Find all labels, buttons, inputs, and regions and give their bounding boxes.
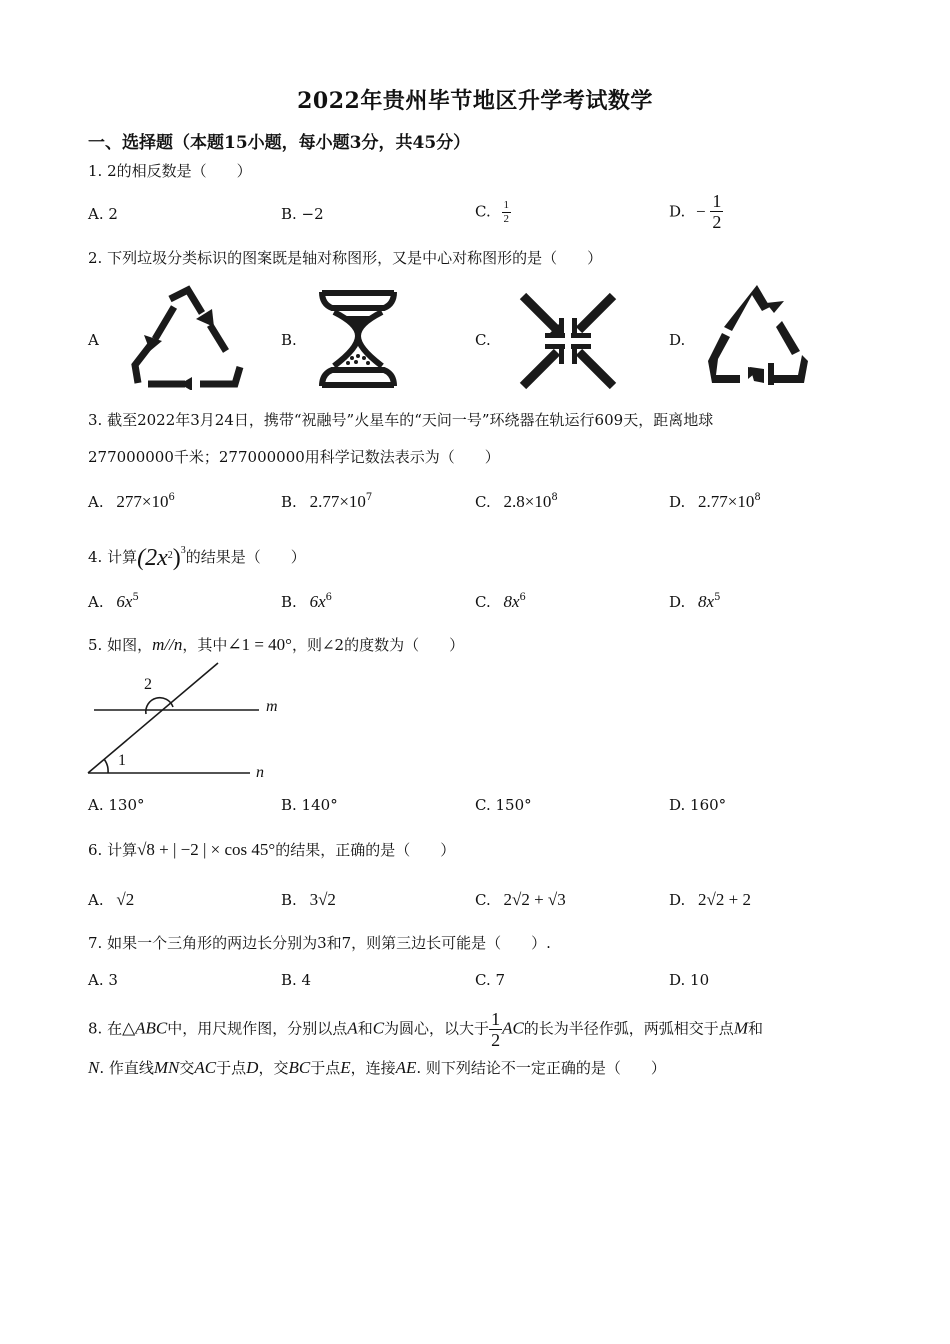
q1-option-c-label: C. bbox=[475, 202, 491, 221]
q4-option-c-label: C. bbox=[475, 593, 491, 611]
question-8-stem-line1 bbox=[88, 1010, 763, 1049]
question-3-stem-line1: 3. 截至2022年3月24日，携带“祝融号”火星车的“天问一号”环绕器在轨运行609天，距离地球 bbox=[88, 411, 714, 429]
q5-option-c: C. 150° bbox=[475, 796, 532, 814]
q6-option-b bbox=[281, 890, 336, 910]
q8-text-g: 交 bbox=[179, 1059, 195, 1077]
q6-option-d-value: 2√2 + 2 bbox=[698, 890, 751, 909]
q4-option-c-term: 8x bbox=[503, 592, 520, 611]
q6-option-d bbox=[669, 890, 751, 910]
q4-option-b-exponent: 6 bbox=[325, 592, 332, 603]
q8-point-a: A bbox=[347, 1018, 358, 1038]
q4-close-paren: ) bbox=[172, 545, 181, 571]
q8-text-i: ，交 bbox=[258, 1059, 289, 1077]
q4-option-b-term: 6x bbox=[309, 592, 326, 611]
q8-text-e: 和 bbox=[747, 1019, 763, 1038]
q3-option-c-exponent: 8 bbox=[551, 492, 558, 503]
recycle-triangle-open-icon bbox=[704, 283, 810, 395]
fraction-denominator: 2 bbox=[503, 213, 509, 225]
question-2-stem: 2. 下列垃圾分类标识的图案既是轴对称图形，又是中心对称图形的是（ ） bbox=[88, 249, 603, 267]
q3-option-a-exponent: 6 bbox=[168, 492, 175, 503]
four-arrows-inward-icon bbox=[519, 292, 617, 390]
question-8-stem-line2 bbox=[88, 1057, 666, 1079]
q6-option-c-label: C. bbox=[475, 891, 491, 909]
q3-option-b-base: 2.77×10 bbox=[309, 492, 366, 511]
q4-option-d bbox=[669, 592, 720, 612]
q1-option-c bbox=[475, 200, 511, 225]
q6-stem-prefix: 6. 计算 bbox=[88, 841, 138, 859]
q4-stem-prefix: 4. 计算 bbox=[88, 548, 138, 566]
q8-half-fraction bbox=[489, 1010, 502, 1049]
q1-option-d-fraction bbox=[710, 192, 723, 231]
q8-segment-bc: BC bbox=[288, 1058, 311, 1077]
q4-stem-suffix: 的结果是（ ） bbox=[185, 548, 306, 566]
q6-option-c-value: 2√2 + √3 bbox=[503, 890, 566, 909]
q6-option-a-value: √2 bbox=[116, 890, 135, 909]
q6-stem-suffix: 的结果，正确的是（ ） bbox=[275, 841, 456, 859]
fraction-denominator: 2 bbox=[491, 1030, 501, 1050]
q4-expression-base: (2x bbox=[137, 545, 168, 571]
q8-text-l: . 则下列结论不一定正确的是（ ） bbox=[416, 1059, 666, 1077]
fraction-numerator: 1 bbox=[491, 1009, 501, 1029]
q3-option-b bbox=[281, 492, 372, 512]
q4-option-d-term: 8x bbox=[698, 592, 715, 611]
q5-stem-middle: ，其中 bbox=[182, 636, 228, 654]
q1-option-d-label: D. bbox=[669, 202, 686, 221]
q5-option-b: B. 140° bbox=[281, 796, 338, 814]
q2-option-b-label: B. bbox=[281, 331, 297, 349]
figure-label-angle-1: 1 bbox=[118, 752, 126, 769]
q3-option-d-base: 2.77×10 bbox=[698, 492, 755, 511]
q3-option-b-label: B. bbox=[281, 493, 297, 511]
question-4-stem bbox=[88, 540, 306, 569]
q4-option-d-label: D. bbox=[669, 593, 686, 611]
q4-expression bbox=[137, 545, 186, 571]
q3-option-c-base: 2.8×10 bbox=[503, 492, 552, 511]
q3-option-d bbox=[669, 492, 761, 512]
q8-segment-ac: AC bbox=[502, 1018, 524, 1038]
q8-prefix: 8. 在 bbox=[88, 1019, 123, 1038]
section-heading: 一、选择题（本题15小题，每小题3分，共45分） bbox=[88, 133, 471, 153]
q6-option-a-label: A. bbox=[88, 891, 104, 909]
q3-option-c bbox=[475, 492, 558, 512]
q4-option-a-term: 6x bbox=[116, 592, 133, 611]
q8-text-a: 中，用尺规作图，分别以点 bbox=[167, 1019, 348, 1038]
q4-outer-exponent: 3 bbox=[180, 545, 186, 556]
q8-segment-ac-2: AC bbox=[194, 1058, 217, 1077]
q4-inner-exponent: 2 bbox=[167, 550, 173, 561]
q1-option-d bbox=[669, 192, 723, 231]
q6-option-b-label: B. bbox=[281, 891, 297, 909]
q8-text-c: 为圆心，以大于 bbox=[384, 1019, 490, 1038]
q7-option-b: B. 4 bbox=[281, 971, 312, 989]
question-6-stem bbox=[88, 839, 455, 861]
q6-expression: √8 + | −2 | × cos 45° bbox=[137, 840, 276, 859]
q5-parallel-expression: m//n bbox=[152, 635, 183, 654]
q3-option-b-exponent: 7 bbox=[365, 492, 373, 503]
q3-option-a-base: 277×10 bbox=[116, 492, 169, 511]
q8-point-n: N bbox=[88, 1058, 100, 1077]
q8-text-h: 于点 bbox=[216, 1059, 247, 1077]
q8-point-d: D bbox=[246, 1058, 259, 1077]
q7-option-a: A. 3 bbox=[88, 971, 118, 989]
fraction-numerator: 1 bbox=[712, 191, 722, 211]
q1-option-a: A. 2 bbox=[88, 205, 118, 223]
q3-option-a bbox=[88, 492, 175, 512]
q2-option-c-label: C. bbox=[475, 331, 491, 349]
q3-option-a-label: A. bbox=[88, 493, 104, 511]
question-1-stem: 1. 2的相反数是（ ） bbox=[88, 162, 252, 180]
q4-option-a-exponent: 5 bbox=[132, 592, 139, 603]
q8-text-k: ，连接 bbox=[350, 1059, 396, 1077]
q1-option-b: B. −2 bbox=[281, 205, 324, 223]
q2-option-a-label: A bbox=[88, 331, 99, 349]
q8-point-e: E bbox=[340, 1058, 351, 1077]
q1-option-c-fraction bbox=[502, 200, 512, 225]
q3-option-d-exponent: 8 bbox=[754, 492, 761, 503]
question-7-stem: 7. 如果一个三角形的两边长分别为3和7，则第三边长可能是（ ）. bbox=[88, 934, 551, 952]
q4-option-b bbox=[281, 592, 332, 612]
q5-stem-suffix: ，则∠2的度数为（ ） bbox=[291, 636, 465, 654]
q4-option-c-exponent: 6 bbox=[519, 592, 526, 603]
question-3-stem-line2: 277000000千米；277000000用科学记数法表示为（ ） bbox=[88, 448, 500, 466]
page-title: 2022年贵州毕节地区升学考试数学 bbox=[297, 88, 653, 114]
q5-option-a: A. 130° bbox=[88, 796, 145, 814]
q7-option-c: C. 7 bbox=[475, 971, 506, 989]
fraction-denominator: 2 bbox=[712, 212, 722, 232]
q8-triangle: △ABC bbox=[122, 1018, 168, 1038]
q8-text-b: 和 bbox=[357, 1019, 373, 1038]
q6-option-b-value: 3√2 bbox=[309, 890, 336, 909]
q8-text-j: 于点 bbox=[310, 1059, 341, 1077]
q3-option-d-label: D. bbox=[669, 493, 686, 511]
fraction-numerator: 1 bbox=[503, 199, 509, 211]
q8-point-m: M bbox=[733, 1018, 748, 1038]
q5-option-d: D. 160° bbox=[669, 796, 727, 814]
figure-label-line-m: m bbox=[266, 698, 278, 715]
q5-angle-expression: ∠1 = 40° bbox=[227, 635, 292, 654]
q4-option-a bbox=[88, 592, 139, 612]
question-5-stem bbox=[88, 634, 464, 656]
q7-option-d: D. 10 bbox=[669, 971, 710, 989]
recycle-triangle-icon bbox=[130, 285, 245, 390]
figure-label-line-n: n bbox=[256, 764, 264, 781]
minus-sign: − bbox=[696, 201, 706, 221]
parallel-lines-figure bbox=[84, 660, 284, 782]
q6-option-a bbox=[88, 890, 134, 910]
q8-line-mn: MN bbox=[153, 1058, 180, 1077]
q6-option-d-label: D. bbox=[669, 891, 686, 909]
q4-option-a-label: A. bbox=[88, 593, 104, 611]
q4-option-c bbox=[475, 592, 526, 612]
q8-text-f: . 作直线 bbox=[99, 1059, 154, 1077]
q8-segment-ae: AE bbox=[395, 1058, 417, 1077]
q4-option-b-label: B. bbox=[281, 593, 297, 611]
q8-point-c: C bbox=[372, 1018, 385, 1038]
figure-label-angle-2: 2 bbox=[144, 676, 152, 693]
q5-stem-prefix: 5. 如图， bbox=[88, 636, 153, 654]
q3-option-c-label: C. bbox=[475, 493, 491, 511]
q4-option-d-exponent: 5 bbox=[714, 592, 721, 603]
q2-option-d-label: D. bbox=[669, 331, 686, 349]
q8-text-d: 的长为半径作弧，两弧相交于点 bbox=[523, 1019, 734, 1038]
hourglass-symbol-icon bbox=[318, 288, 398, 390]
q6-option-c bbox=[475, 890, 566, 910]
